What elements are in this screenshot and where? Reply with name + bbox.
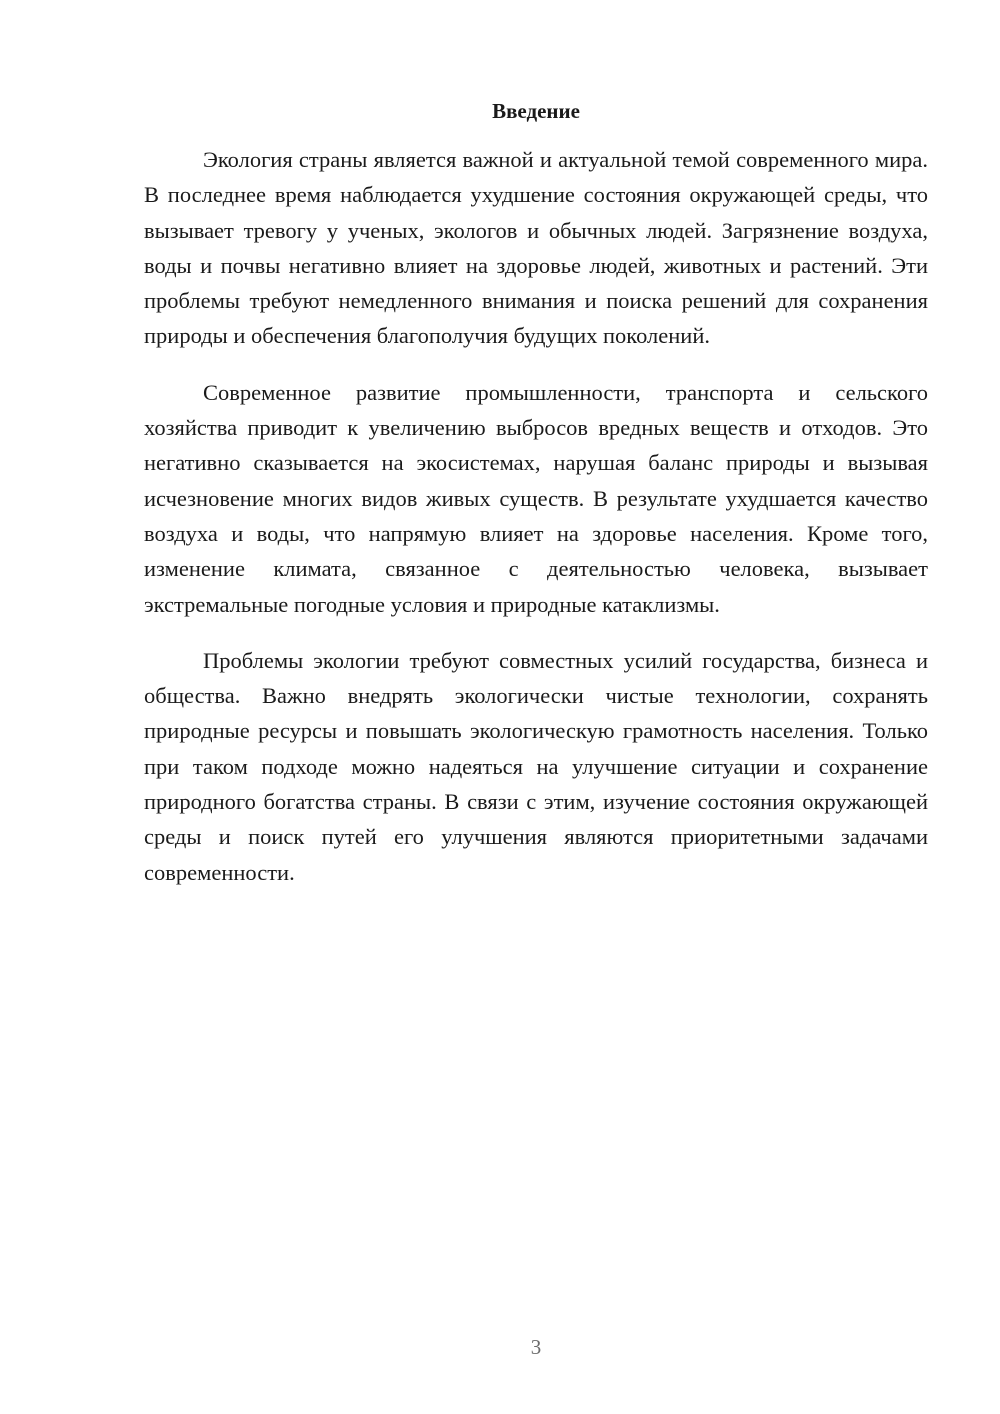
paragraph-2: Современное развитие промышленности, транспорта и сельского хозяйства приводит к увеличению выбросов вредных веществ и отходов. Это негативно сказывается на экосистемах, нарушая баланс природы и вызывая исчезновение многих видов живых существ. В результате ухудшается качество воздуха и воды, что напрямую влияет на здоровье населения. Кроме того, изменение климата, связанное с деятельностью человека, вызывает экстремальные погодные условия и природные катаклизмы. bbox=[144, 379, 928, 617]
paragraph-1: Экология страны является важной и актуальной темой современного мира. В последнее время наблюдается ухудшение состояния окружающей среды, что вызывает тревогу у ученых, экологов и обычных людей. Загрязнение воздуха, воды и почвы негативно влияет на здоровье людей, животных и растений. Эти проблемы требуют немедленного внимания и поиска решений для сохранения природы и обеспечения благополучия будущих поколений. bbox=[144, 147, 928, 349]
paragraph-3: Проблемы экологии требуют совместных усилий государства, бизнеса и общества. Важно внедрять экологически чистые технологии, сохранять природные ресурсы и повышать экологическую грамотность населения. Только при таком подходе можно надеяться на улучшение ситуации и сохранение природного богатства страны. В связи с этим, изучение состояния окружающей среды и поиск путей его улучшения являются приоритетными задачами современности. bbox=[144, 647, 928, 885]
page-number: 3 bbox=[530, 1335, 542, 1359]
document-body bbox=[144, 142, 928, 911]
section-title: Введение bbox=[492, 99, 580, 123]
